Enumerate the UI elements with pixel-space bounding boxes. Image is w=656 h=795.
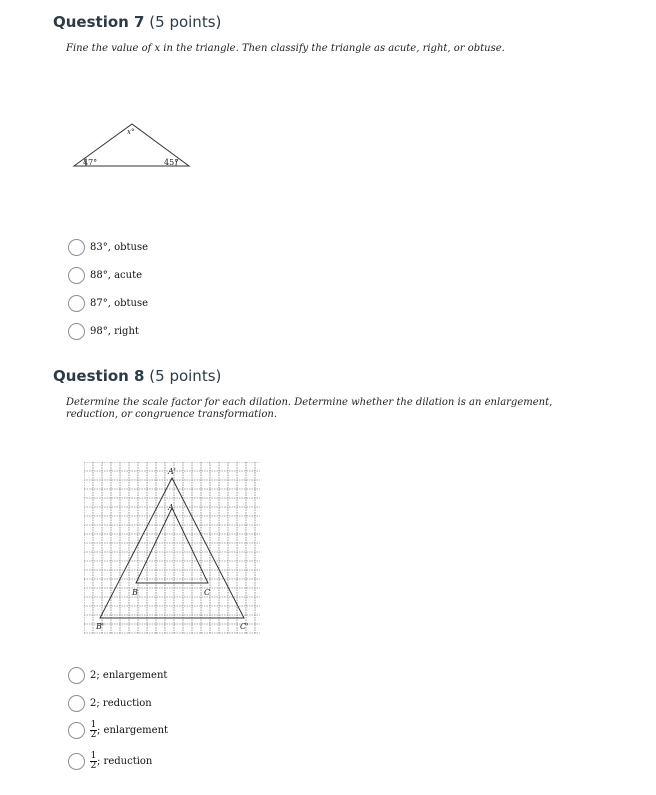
fraction-numerator: 1 (90, 719, 97, 730)
q8-option-1[interactable] (68, 665, 167, 685)
fraction-denominator: 2 (90, 760, 97, 771)
option-value: 2 (90, 697, 97, 709)
radio-button[interactable] (68, 753, 85, 770)
radio-button[interactable] (68, 323, 85, 340)
option-value: 2 (90, 669, 97, 681)
radio-button[interactable] (68, 722, 85, 739)
q8-option-2[interactable] (68, 693, 152, 713)
angle-top-label: x° (127, 128, 135, 136)
question-7-title (53, 13, 221, 31)
question-number: Question 7 (53, 13, 145, 31)
option-label: 83°, obtuse (90, 241, 149, 253)
triangle-image (100, 478, 244, 618)
radio-button[interactable] (68, 267, 85, 284)
label-c-prime: C' (240, 622, 249, 631)
option-label (90, 670, 167, 681)
question-8-title (53, 367, 221, 385)
option-label: 88°, acute (90, 269, 143, 281)
q7-option-2[interactable] (68, 265, 142, 285)
option-text: ; reduction (97, 755, 153, 767)
radio-button[interactable] (68, 667, 85, 684)
label-b: B (132, 588, 138, 597)
option-text: ; enlargement (96, 669, 168, 681)
fraction (90, 721, 97, 740)
q7-option-4[interactable] (68, 321, 139, 341)
fraction (90, 752, 97, 771)
angle-left-label: 47° (83, 158, 98, 167)
label-a: A (168, 503, 174, 512)
option-text: ; enlargement (97, 724, 169, 736)
question-points: (5 points) (149, 13, 222, 31)
question-points: (5 points) (149, 367, 222, 385)
fraction-numerator: 1 (90, 750, 97, 761)
option-text: ; reduction (96, 697, 152, 709)
angle-right-label: 45° (164, 158, 179, 167)
triangle-figure (70, 120, 195, 172)
option-label (90, 698, 152, 709)
label-c: C (204, 588, 211, 597)
option-label (90, 752, 152, 771)
radio-button[interactable] (68, 295, 85, 312)
q8-option-3[interactable] (68, 718, 168, 742)
radio-button[interactable] (68, 695, 85, 712)
option-label (90, 721, 168, 740)
question-8-prompt: Determine the scale factor for each dilation. Determine whether the dilation is an enlargement, reduction, or congruence transformation. (66, 397, 553, 420)
dilation-figure (84, 462, 260, 634)
radio-button[interactable] (68, 239, 85, 256)
question-number: Question 8 (53, 367, 145, 385)
label-b-prime: B' (96, 622, 105, 631)
option-label: 87°, obtuse (90, 297, 149, 309)
q8-option-4[interactable] (68, 749, 152, 773)
q7-option-1[interactable] (68, 237, 148, 257)
fraction-denominator: 2 (90, 729, 97, 740)
q7-option-3[interactable] (68, 293, 148, 313)
option-label: 98°, right (90, 325, 139, 337)
question-7-prompt: Fine the value of x in the triangle. Then classify the triangle as acute, right, or obtuse. (66, 43, 505, 54)
label-a-prime: A' (168, 467, 176, 476)
